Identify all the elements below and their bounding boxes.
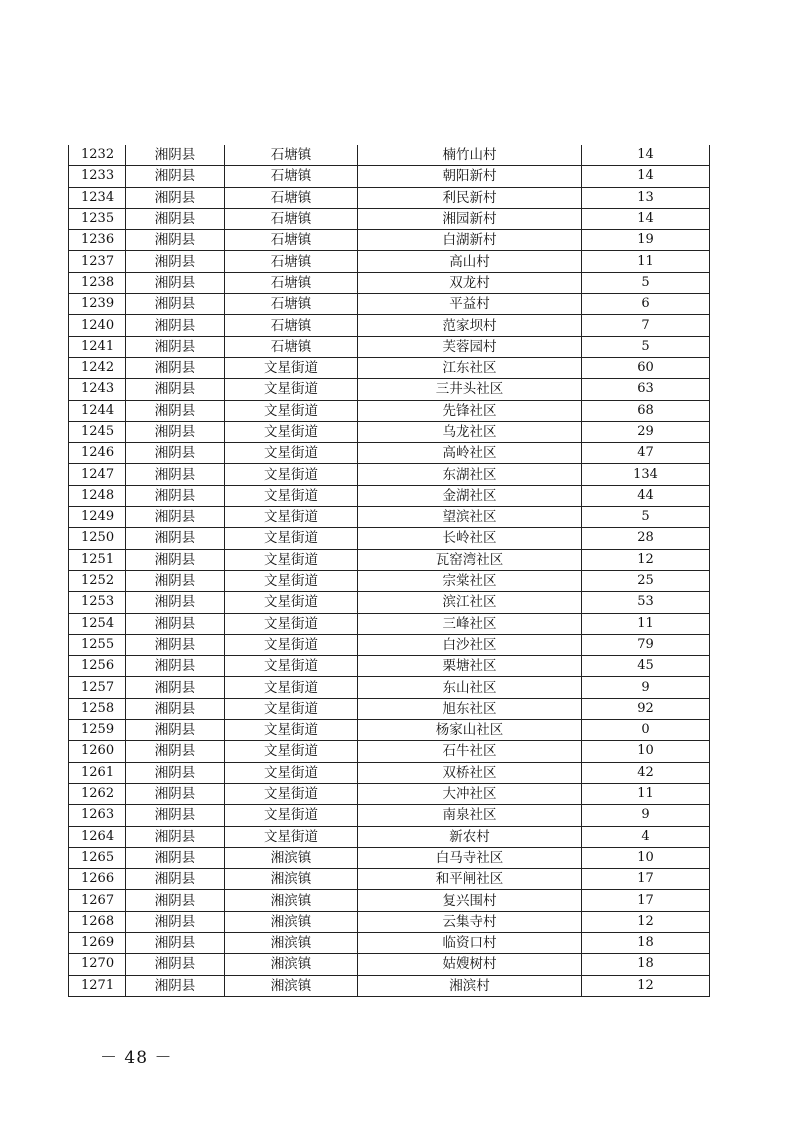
village-cell: 三峰社区 bbox=[358, 613, 582, 634]
row-number-cell: 1233 bbox=[69, 166, 126, 187]
town-cell: 湘滨镇 bbox=[225, 847, 358, 868]
row-number-cell: 1232 bbox=[69, 145, 126, 166]
table-row bbox=[69, 741, 710, 762]
table-row bbox=[69, 145, 710, 166]
table-row bbox=[69, 294, 710, 315]
county-cell: 湘阴县 bbox=[126, 357, 225, 378]
value-cell: 68 bbox=[582, 400, 710, 421]
village-cell: 白湖新村 bbox=[358, 230, 582, 251]
village-cell: 白马寺社区 bbox=[358, 847, 582, 868]
village-cell: 江东社区 bbox=[358, 357, 582, 378]
town-cell: 文星街道 bbox=[225, 677, 358, 698]
county-cell: 湘阴县 bbox=[126, 549, 225, 570]
village-cell: 范家坝村 bbox=[358, 315, 582, 336]
town-cell: 文星街道 bbox=[225, 421, 358, 442]
county-cell: 湘阴县 bbox=[126, 869, 225, 890]
row-number-cell: 1249 bbox=[69, 507, 126, 528]
county-cell: 湘阴县 bbox=[126, 528, 225, 549]
town-cell: 文星街道 bbox=[225, 805, 358, 826]
village-cell: 东山社区 bbox=[358, 677, 582, 698]
value-cell: 6 bbox=[582, 294, 710, 315]
row-number-cell: 1251 bbox=[69, 549, 126, 570]
table-row bbox=[69, 720, 710, 741]
town-cell: 湘滨镇 bbox=[225, 911, 358, 932]
table-row bbox=[69, 869, 710, 890]
county-cell: 湘阴县 bbox=[126, 656, 225, 677]
table-row bbox=[69, 762, 710, 783]
value-cell: 134 bbox=[582, 464, 710, 485]
county-cell: 湘阴县 bbox=[126, 315, 225, 336]
value-cell: 47 bbox=[582, 443, 710, 464]
county-cell: 湘阴县 bbox=[126, 634, 225, 655]
town-cell: 文星街道 bbox=[225, 379, 358, 400]
village-cell: 杨家山社区 bbox=[358, 720, 582, 741]
row-number-cell: 1247 bbox=[69, 464, 126, 485]
value-cell: 53 bbox=[582, 592, 710, 613]
value-cell: 11 bbox=[582, 783, 710, 804]
value-cell: 17 bbox=[582, 869, 710, 890]
table-row bbox=[69, 507, 710, 528]
table-row bbox=[69, 315, 710, 336]
table-body bbox=[69, 145, 710, 996]
town-cell: 石塘镇 bbox=[225, 336, 358, 357]
table-row bbox=[69, 911, 710, 932]
row-number-cell: 1258 bbox=[69, 698, 126, 719]
value-cell: 7 bbox=[582, 315, 710, 336]
value-cell: 12 bbox=[582, 549, 710, 570]
town-cell: 文星街道 bbox=[225, 613, 358, 634]
table-row bbox=[69, 379, 710, 400]
row-number-cell: 1265 bbox=[69, 847, 126, 868]
value-cell: 10 bbox=[582, 847, 710, 868]
value-cell: 18 bbox=[582, 932, 710, 953]
row-number-cell: 1263 bbox=[69, 805, 126, 826]
table-row bbox=[69, 677, 710, 698]
row-number-cell: 1250 bbox=[69, 528, 126, 549]
county-cell: 湘阴县 bbox=[126, 847, 225, 868]
value-cell: 11 bbox=[582, 613, 710, 634]
town-cell: 文星街道 bbox=[225, 741, 358, 762]
village-cell: 双龙村 bbox=[358, 272, 582, 293]
row-number-cell: 1271 bbox=[69, 975, 126, 996]
row-number-cell: 1264 bbox=[69, 826, 126, 847]
value-cell: 14 bbox=[582, 208, 710, 229]
row-number-cell: 1267 bbox=[69, 890, 126, 911]
village-cell: 乌龙社区 bbox=[358, 421, 582, 442]
county-cell: 湘阴县 bbox=[126, 677, 225, 698]
town-cell: 文星街道 bbox=[225, 826, 358, 847]
county-cell: 湘阴县 bbox=[126, 805, 225, 826]
county-cell: 湘阴县 bbox=[126, 783, 225, 804]
value-cell: 9 bbox=[582, 805, 710, 826]
page-number: － 48 － bbox=[100, 1048, 173, 1068]
row-number-cell: 1234 bbox=[69, 187, 126, 208]
value-cell: 19 bbox=[582, 230, 710, 251]
village-cell: 滨江社区 bbox=[358, 592, 582, 613]
table-row bbox=[69, 698, 710, 719]
value-cell: 60 bbox=[582, 357, 710, 378]
row-number-cell: 1241 bbox=[69, 336, 126, 357]
village-cell: 大冲社区 bbox=[358, 783, 582, 804]
village-cell: 复兴围村 bbox=[358, 890, 582, 911]
value-cell: 79 bbox=[582, 634, 710, 655]
village-cell: 南泉社区 bbox=[358, 805, 582, 826]
village-cell: 旭东社区 bbox=[358, 698, 582, 719]
table-row bbox=[69, 805, 710, 826]
row-number-cell: 1248 bbox=[69, 485, 126, 506]
value-cell: 45 bbox=[582, 656, 710, 677]
county-cell: 湘阴县 bbox=[126, 336, 225, 357]
village-cell: 瓦窑湾社区 bbox=[358, 549, 582, 570]
row-number-cell: 1242 bbox=[69, 357, 126, 378]
row-number-cell: 1246 bbox=[69, 443, 126, 464]
table-row bbox=[69, 656, 710, 677]
county-cell: 湘阴县 bbox=[126, 720, 225, 741]
value-cell: 4 bbox=[582, 826, 710, 847]
village-cell: 新农村 bbox=[358, 826, 582, 847]
village-cell: 高岭社区 bbox=[358, 443, 582, 464]
village-cell: 先锋社区 bbox=[358, 400, 582, 421]
county-cell: 湘阴县 bbox=[126, 698, 225, 719]
value-cell: 12 bbox=[582, 911, 710, 932]
town-cell: 湘滨镇 bbox=[225, 975, 358, 996]
value-cell: 25 bbox=[582, 570, 710, 591]
value-cell: 0 bbox=[582, 720, 710, 741]
value-cell: 28 bbox=[582, 528, 710, 549]
table-row bbox=[69, 549, 710, 570]
county-cell: 湘阴县 bbox=[126, 741, 225, 762]
table-row bbox=[69, 954, 710, 975]
town-cell: 湘滨镇 bbox=[225, 932, 358, 953]
row-number-cell: 1240 bbox=[69, 315, 126, 336]
county-cell: 湘阴县 bbox=[126, 485, 225, 506]
value-cell: 14 bbox=[582, 145, 710, 166]
table-row bbox=[69, 570, 710, 591]
town-cell: 文星街道 bbox=[225, 443, 358, 464]
table-row bbox=[69, 592, 710, 613]
village-cell: 利民新村 bbox=[358, 187, 582, 208]
county-cell: 湘阴县 bbox=[126, 890, 225, 911]
town-cell: 文星街道 bbox=[225, 720, 358, 741]
row-number-cell: 1257 bbox=[69, 677, 126, 698]
village-cell: 和平闸社区 bbox=[358, 869, 582, 890]
value-cell: 12 bbox=[582, 975, 710, 996]
row-number-cell: 1261 bbox=[69, 762, 126, 783]
table-row bbox=[69, 400, 710, 421]
town-cell: 文星街道 bbox=[225, 783, 358, 804]
town-cell: 湘滨镇 bbox=[225, 869, 358, 890]
town-cell: 石塘镇 bbox=[225, 251, 358, 272]
table-row bbox=[69, 230, 710, 251]
county-cell: 湘阴县 bbox=[126, 379, 225, 400]
village-cell: 望滨社区 bbox=[358, 507, 582, 528]
value-cell: 5 bbox=[582, 336, 710, 357]
row-number-cell: 1243 bbox=[69, 379, 126, 400]
village-cell: 湘园新村 bbox=[358, 208, 582, 229]
county-cell: 湘阴县 bbox=[126, 826, 225, 847]
county-cell: 湘阴县 bbox=[126, 400, 225, 421]
town-cell: 文星街道 bbox=[225, 464, 358, 485]
town-cell: 石塘镇 bbox=[225, 294, 358, 315]
town-cell: 石塘镇 bbox=[225, 208, 358, 229]
county-cell: 湘阴县 bbox=[126, 507, 225, 528]
town-cell: 石塘镇 bbox=[225, 272, 358, 293]
county-cell: 湘阴县 bbox=[126, 208, 225, 229]
row-number-cell: 1259 bbox=[69, 720, 126, 741]
town-cell: 文星街道 bbox=[225, 400, 358, 421]
row-number-cell: 1235 bbox=[69, 208, 126, 229]
county-cell: 湘阴县 bbox=[126, 272, 225, 293]
county-cell: 湘阴县 bbox=[126, 187, 225, 208]
county-cell: 湘阴县 bbox=[126, 294, 225, 315]
table-row bbox=[69, 208, 710, 229]
row-number-cell: 1256 bbox=[69, 656, 126, 677]
town-cell: 文星街道 bbox=[225, 528, 358, 549]
town-cell: 文星街道 bbox=[225, 485, 358, 506]
value-cell: 42 bbox=[582, 762, 710, 783]
value-cell: 14 bbox=[582, 166, 710, 187]
value-cell: 18 bbox=[582, 954, 710, 975]
village-cell: 芙蓉园村 bbox=[358, 336, 582, 357]
table-row bbox=[69, 932, 710, 953]
village-cell: 东湖社区 bbox=[358, 464, 582, 485]
row-number-cell: 1238 bbox=[69, 272, 126, 293]
county-cell: 湘阴县 bbox=[126, 975, 225, 996]
data-table bbox=[68, 145, 710, 997]
county-cell: 湘阴县 bbox=[126, 762, 225, 783]
town-cell: 文星街道 bbox=[225, 507, 358, 528]
county-cell: 湘阴县 bbox=[126, 421, 225, 442]
table-row bbox=[69, 890, 710, 911]
county-cell: 湘阴县 bbox=[126, 570, 225, 591]
village-cell: 双桥社区 bbox=[358, 762, 582, 783]
row-number-cell: 1254 bbox=[69, 613, 126, 634]
value-cell: 44 bbox=[582, 485, 710, 506]
value-cell: 5 bbox=[582, 507, 710, 528]
value-cell: 29 bbox=[582, 421, 710, 442]
value-cell: 11 bbox=[582, 251, 710, 272]
town-cell: 文星街道 bbox=[225, 656, 358, 677]
table-row bbox=[69, 187, 710, 208]
village-cell: 宗棠社区 bbox=[358, 570, 582, 591]
table-row bbox=[69, 847, 710, 868]
value-cell: 5 bbox=[582, 272, 710, 293]
town-cell: 文星街道 bbox=[225, 592, 358, 613]
village-cell: 长岭社区 bbox=[358, 528, 582, 549]
county-cell: 湘阴县 bbox=[126, 954, 225, 975]
town-cell: 文星街道 bbox=[225, 357, 358, 378]
town-cell: 石塘镇 bbox=[225, 145, 358, 166]
row-number-cell: 1245 bbox=[69, 421, 126, 442]
table-row bbox=[69, 783, 710, 804]
town-cell: 石塘镇 bbox=[225, 315, 358, 336]
county-cell: 湘阴县 bbox=[126, 443, 225, 464]
table-row bbox=[69, 634, 710, 655]
village-cell: 楠竹山村 bbox=[358, 145, 582, 166]
value-cell: 63 bbox=[582, 379, 710, 400]
county-cell: 湘阴县 bbox=[126, 613, 225, 634]
county-cell: 湘阴县 bbox=[126, 230, 225, 251]
table-row bbox=[69, 251, 710, 272]
row-number-cell: 1268 bbox=[69, 911, 126, 932]
town-cell: 文星街道 bbox=[225, 549, 358, 570]
table-row bbox=[69, 421, 710, 442]
value-cell: 13 bbox=[582, 187, 710, 208]
table-row bbox=[69, 336, 710, 357]
row-number-cell: 1270 bbox=[69, 954, 126, 975]
row-number-cell: 1239 bbox=[69, 294, 126, 315]
table-row bbox=[69, 464, 710, 485]
table-row bbox=[69, 166, 710, 187]
value-cell: 17 bbox=[582, 890, 710, 911]
village-cell: 金湖社区 bbox=[358, 485, 582, 506]
town-cell: 石塘镇 bbox=[225, 166, 358, 187]
table-row bbox=[69, 528, 710, 549]
county-cell: 湘阴县 bbox=[126, 911, 225, 932]
county-cell: 湘阴县 bbox=[126, 166, 225, 187]
county-cell: 湘阴县 bbox=[126, 251, 225, 272]
value-cell: 92 bbox=[582, 698, 710, 719]
village-cell: 白沙社区 bbox=[358, 634, 582, 655]
village-cell: 朝阳新村 bbox=[358, 166, 582, 187]
value-cell: 10 bbox=[582, 741, 710, 762]
county-cell: 湘阴县 bbox=[126, 145, 225, 166]
table-row bbox=[69, 272, 710, 293]
row-number-cell: 1236 bbox=[69, 230, 126, 251]
row-number-cell: 1255 bbox=[69, 634, 126, 655]
row-number-cell: 1244 bbox=[69, 400, 126, 421]
table-row bbox=[69, 975, 710, 996]
county-cell: 湘阴县 bbox=[126, 932, 225, 953]
table-row bbox=[69, 357, 710, 378]
town-cell: 文星街道 bbox=[225, 570, 358, 591]
town-cell: 石塘镇 bbox=[225, 187, 358, 208]
village-cell: 临资口村 bbox=[358, 932, 582, 953]
village-cell: 高山村 bbox=[358, 251, 582, 272]
row-number-cell: 1266 bbox=[69, 869, 126, 890]
village-cell: 姑嫂树村 bbox=[358, 954, 582, 975]
row-number-cell: 1269 bbox=[69, 932, 126, 953]
row-number-cell: 1237 bbox=[69, 251, 126, 272]
county-cell: 湘阴县 bbox=[126, 592, 225, 613]
village-cell: 三井头社区 bbox=[358, 379, 582, 400]
table-row bbox=[69, 613, 710, 634]
town-cell: 文星街道 bbox=[225, 762, 358, 783]
row-number-cell: 1252 bbox=[69, 570, 126, 591]
village-cell: 石牛社区 bbox=[358, 741, 582, 762]
village-cell: 湘滨村 bbox=[358, 975, 582, 996]
village-cell: 云集寺村 bbox=[358, 911, 582, 932]
village-cell: 栗塘社区 bbox=[358, 656, 582, 677]
table-row bbox=[69, 443, 710, 464]
town-cell: 文星街道 bbox=[225, 698, 358, 719]
row-number-cell: 1262 bbox=[69, 783, 126, 804]
table-row bbox=[69, 826, 710, 847]
town-cell: 文星街道 bbox=[225, 634, 358, 655]
table-row bbox=[69, 485, 710, 506]
village-cell: 平益村 bbox=[358, 294, 582, 315]
town-cell: 石塘镇 bbox=[225, 230, 358, 251]
town-cell: 湘滨镇 bbox=[225, 890, 358, 911]
county-cell: 湘阴县 bbox=[126, 464, 225, 485]
town-cell: 湘滨镇 bbox=[225, 954, 358, 975]
value-cell: 9 bbox=[582, 677, 710, 698]
row-number-cell: 1253 bbox=[69, 592, 126, 613]
row-number-cell: 1260 bbox=[69, 741, 126, 762]
